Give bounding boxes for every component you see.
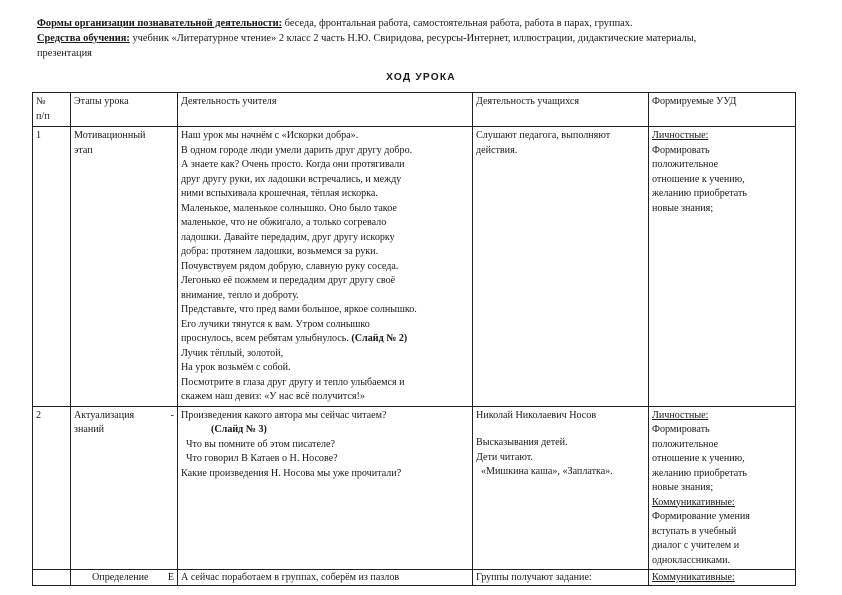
row2-num: 2	[33, 406, 71, 570]
header-uud: Формируемые УУД	[649, 93, 796, 127]
table-row-definition	[33, 570, 796, 586]
row3-stage: Определение Е	[71, 570, 178, 586]
row1-students: Слушают педагога, выполняют действия.	[473, 127, 649, 407]
slide-3-marker: (Слайд № 3)	[211, 424, 267, 435]
row3-students: Группы получают задание:	[473, 570, 649, 586]
lesson-title: ХОД УРОКА	[386, 72, 456, 83]
forms-paragraph	[37, 16, 807, 31]
header-stages: Этапы урока	[71, 93, 178, 127]
means-text: учебник «Литературное чтение» 2 класс 2 часть Н.Ю. Свиридова, ресурсы-Интернет, иллюстрации, дидактические материалы,	[129, 33, 697, 44]
row3-uud: Коммуникативные:	[649, 570, 796, 586]
uud-communicative-title: Коммуникативные:	[652, 496, 735, 508]
slide-2-marker: (Слайд № 2)	[351, 333, 408, 344]
table-header-row	[33, 93, 796, 127]
header-teacher: Деятельность учителя	[178, 93, 473, 127]
row2-teacher: Произведения какого автора мы сейчас читаем? (Слайд № 3) Что вы помните об этом писателе? Что говорил В Катаев о Н. Носове? Какие произведения Н. Носова мы уже прочитали?	[178, 406, 473, 570]
row1-teacher: Наш урок мы начнём с «Искорки добра». В одном городе люди умели дарить друг другу добро. А знаете как? Очень просто. Когда они протягивали друг другу руки, их ладошки встречались, и между ними вспыхивала крошечная, тёплая искорка. Маленькое, маленькое солнышко. Оно было такое маленькое, что не обжигало, а только согревало ладошки. Давайте передадим, друг другу искорку добра: протянем ладошки, возьмемся за руки. Почувствуем рядом добрую, славную руку соседа. Легонько её пожмем и передадим друг другу своё внимание, тепло и доброту. Представьте, что пред вами большое, яркое солнышко. Его лучики тянутся к вам. Утром солнышко проснулось, всем ребятам улыбнулось. (Слайд № 2) Лучик тёплый, золотой, На урок возьмём с собой. Посмотрите в глаза друг другу и тепло улыбаемся и скажем наш девиз: «У нас всё получится!»	[178, 127, 473, 407]
uud-personal-title: Личностные:	[652, 409, 709, 421]
header-students: Деятельность учащихся	[473, 93, 649, 127]
means-label: Средства обучения:	[37, 33, 130, 44]
lesson-table	[32, 92, 796, 586]
row2-students: Николай Николаевич Носов Высказывания детей. Дети читают. «Мишкина каша», «Заплатка».	[473, 406, 649, 570]
row3-num	[33, 570, 71, 586]
forms-label: Формы организации познавательной деятельности:	[37, 18, 283, 29]
forms-text: беседа, фронтальная работа, самостоятельная работа, работа в парах, группах.	[282, 18, 633, 29]
row1-stage: Мотивационный этап	[71, 127, 178, 407]
row2-uud: Личностные: Формировать положительное отношение к учению, желанию приобретать новые знания; Коммуникативные: Формирование умения вступать в учебный диалог с учителем и одноклассниками.	[649, 406, 796, 570]
row1-uud: Личностные: Формировать положительное отношение к учению, желанию приобретать новые знания;	[649, 127, 796, 407]
row3-teacher: А сейчас поработаем в группах, соберём из пазлов	[178, 570, 473, 586]
table-row-actualization	[33, 406, 796, 570]
uud-personal-title: Личностные:	[652, 130, 709, 141]
means-paragraph-cont: презентация	[37, 48, 92, 59]
table-row-motivation	[33, 127, 796, 407]
lesson-intro	[37, 16, 807, 61]
row1-num: 1	[33, 127, 71, 407]
means-paragraph	[37, 31, 807, 46]
slide-2-line: проснулось, всем ребятам улыбнулось. (Слайд № 2)	[181, 333, 408, 344]
header-num: № п/п	[33, 93, 71, 127]
row2-stage: Актуализация - знаний	[71, 406, 178, 570]
